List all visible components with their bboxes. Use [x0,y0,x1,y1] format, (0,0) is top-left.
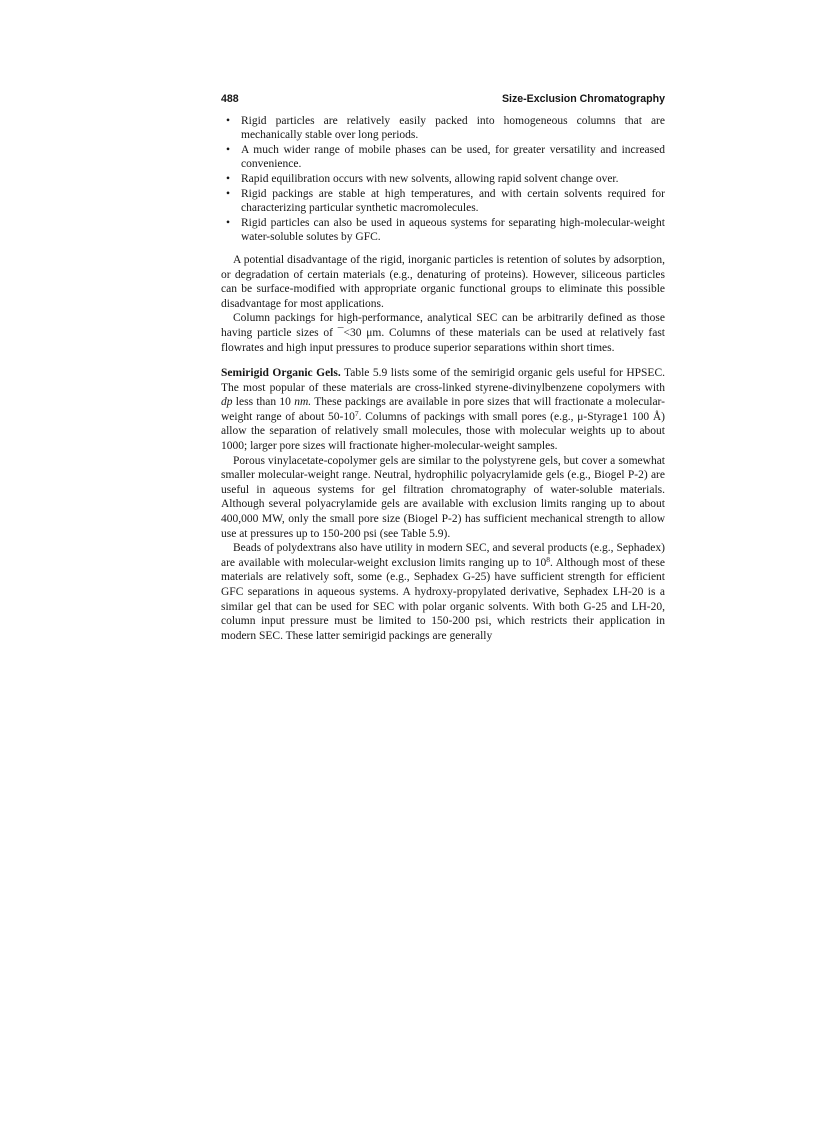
bullet-icon: • [226,114,231,127]
paragraph-disadvantage: A potential disadvantage of the rigid, inorganic particles is retention of solutes by adsorption, or degradation of certain materials (e.g., denaturing of proteins). However, siliceous particles can be surface-modified with appropriate organic functional groups to eliminate this possible disadvantage for most applications. [221,253,665,310]
list-item: • Rigid packings are stable at high temperatures, and with certain solvents required for characterizing particular synthetic macromolecules. [226,187,665,215]
running-title: Size-Exclusion Chromatography [501,93,665,105]
bullet-icon: • [226,216,231,229]
bullet-icon: • [226,143,231,156]
paragraph-semirigid-gels: Semirigid Organic Gels. Table 5.9 lists some of the semirigid organic gels useful for HPSEC. The most popular of these materials are cross-linked styrene-divinylbenzene copolymers with dp less than 10 nm. These packings are available in pore sizes that will fractionate a molecular-weight range of about $50-10^7$. Columns of packings with small pores (e.g., μ-Styrage1 100 Å) allow the separation of relatively small molecules, those with molecular weights up to about 1000; larger pore sizes will fractionate higher-molecular-weight samples. [221,367,665,453]
section-heading: Semirigid Organic Gels. [221,367,341,380]
advantages-list [221,114,665,245]
list-item: • Rigid particles can also be used in aqueous systems for separating high-molecular-weight water-soluble solutes by GFC. [226,216,665,244]
bullet-icon: • [226,172,231,185]
list-item: • Rapid equilibration occurs with new solvents, allowing rapid solvent change over. [226,172,619,185]
bullet-icon: • [226,187,231,200]
page-number: 488 [221,93,239,105]
paragraph-polydextrans: Beads of polydextrans also have utility in modern SEC, and several products (e.g., Sephadex) are available with molecular-weight exclusion limits ranging up to $10^8$. Although most of these materials are relatively soft, some (e.g., Sephadex G-25) have sufficient strength for efficient GFC separations in aqueous systems. A hydroxy-propylated derivative, Sephadex LH-20 is a similar gel that can be used for SEC with polar organic solvents. With both G-25 and LH-20, column input pressure must be limited to 150-200 psi, which restricts their application in modern SEC. These latter semirigid packings are generally [221,542,665,642]
list-item: • Rigid particles are relatively easily packed into homogeneous columns that are mechanically stable over long periods. [226,114,665,142]
running-header [221,92,665,107]
paragraph-column-packings: Column packings for high-performance, analytical SEC can be arbitrarily defined as those having particle sizes of ¯<30 μm. Columns of these materials can be used at relatively fast flowrates and high input pressures to produce superior separations within short times. [221,312,665,354]
paragraph-vinylacetate: Porous vinylacetate-copolymer gels are similar to the polystyrene gels, but cover a somewhat smaller molecular-weight range. Neutral, hydrophilic polyacrylamide gels (e.g., Biogel P-2) are useful in aqueous systems for gel filtration chromatography of water-soluble materials. Although several polyacrylamide gels are available with exclusion limits ranging up to about 400,000 MW, only the small pore size (Biogel P-2) has sufficient mechanical strength to allow use at pressures up to 150-200 psi (see Table 5.9). [221,454,665,540]
page [221,92,665,643]
list-item: • A much wider range of mobile phases can be used, for greater versatility and increased convenience. [226,143,665,171]
